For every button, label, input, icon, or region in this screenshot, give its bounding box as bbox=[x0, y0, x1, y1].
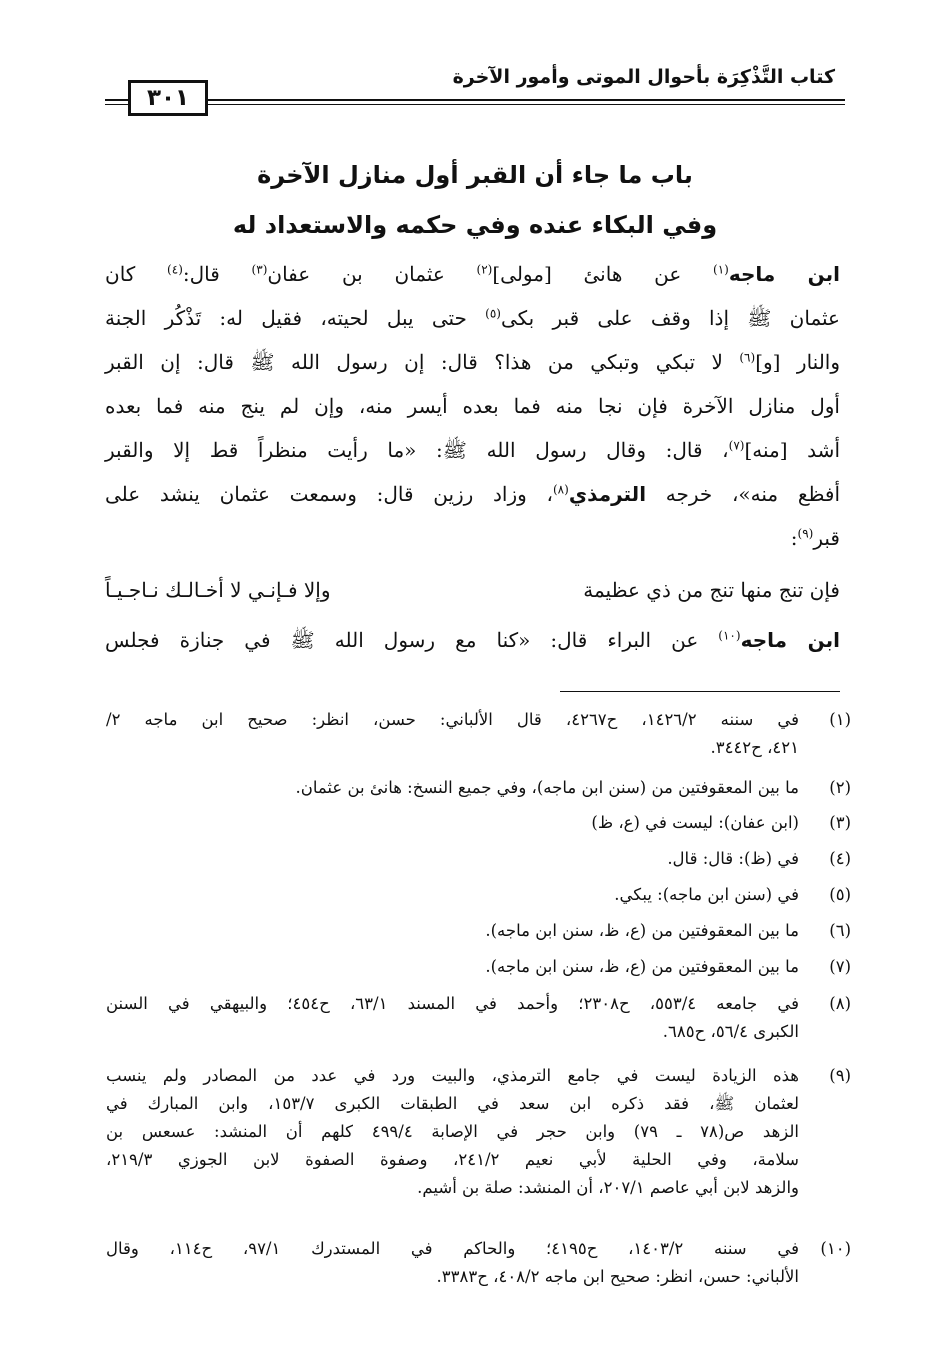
chapter-title-line-1: باب ما جاء أن القبر أول منازل الآخرة bbox=[257, 161, 693, 189]
body-line-5 bbox=[105, 434, 840, 466]
body-line-7 bbox=[105, 522, 840, 554]
chapter-title-line-2: وفي البكاء عنده وفي حكمه والاستعداد له bbox=[232, 211, 718, 239]
footnote-text: في (سنن ابن ماجه): يبكي. bbox=[614, 885, 799, 904]
body-text: أشد [منه] bbox=[744, 438, 840, 462]
footnote-number: (٩) bbox=[829, 1066, 851, 1085]
footnote-ref: (٣) bbox=[251, 262, 268, 277]
source-name: ابن ماجه bbox=[728, 262, 841, 286]
poetry-verse bbox=[105, 574, 840, 606]
header-rule-thin bbox=[105, 104, 845, 105]
footnote-text: ما بين المعقوفتين من (ع، ظ، سنن ابن ماجه). bbox=[485, 957, 799, 976]
body-line-4: أول منازل الآخرة فإن نجا منه فما بعده أيسر منه، وإن لم ينج منه فما بعده bbox=[105, 394, 840, 418]
footnote-number: (٢) bbox=[829, 778, 851, 797]
footnote-text: ما بين المعقوفتين من (سنن ابن ماجه)، وفي جميع النسخ: هانئ بن عثمان. bbox=[295, 778, 799, 797]
source-name: الترمذي bbox=[568, 482, 647, 506]
footnote-1 bbox=[106, 706, 851, 762]
footnote-number: (٤) bbox=[829, 849, 851, 868]
footnote-text: ما بين المعقوفتين من (ع، ظ، سنن ابن ماجه). bbox=[485, 921, 799, 940]
footnote-text: الألباني: حسن، انظر: صحيح ابن ماجه ٤٠٨/٢، ح٣٣٨٣. bbox=[436, 1267, 799, 1286]
footnote-ref: (٩) bbox=[797, 526, 814, 541]
footnote-text: في جامعه ٥٥٣/٤، ح٢٣٠٨؛ وأحمد في المسند ٦٣/١، ح٤٥٤؛ والبيهقي في السنن bbox=[106, 994, 799, 1013]
footnote-9 bbox=[106, 1062, 851, 1202]
footnote-7 bbox=[106, 953, 851, 981]
source-name: ابن ماجه bbox=[740, 628, 841, 652]
footnote-ref: (٤) bbox=[167, 262, 183, 277]
body-line-3 bbox=[105, 346, 840, 378]
footnote-10 bbox=[106, 1235, 851, 1291]
body-line-1 bbox=[105, 258, 840, 290]
body-text: عثمان بن عفان bbox=[267, 262, 477, 286]
footnote-number: (٦) bbox=[829, 921, 851, 940]
footnotes-separator bbox=[560, 691, 840, 692]
footnote-ref: (٢) bbox=[476, 262, 493, 277]
body-line-8 bbox=[105, 624, 840, 656]
body-text: والنار [و] bbox=[755, 350, 841, 374]
footnote-number: (٣) bbox=[829, 813, 851, 832]
footnote-ref: (٧) bbox=[728, 438, 745, 453]
chapter-heading bbox=[105, 150, 845, 250]
footnote-ref: (٨) bbox=[552, 482, 569, 497]
body-text: أفظع منه»، خرجه bbox=[646, 482, 841, 506]
footnote-ref: (٥) bbox=[485, 306, 501, 321]
footnote-text: ٤٢١، ح٣٤٤٢. bbox=[710, 738, 799, 757]
footnote-text: في سننه ١٤٠٣/٢، ح٤١٩٥؛ والحاكم في المستدرك ٩٧/١، ح١١٤، وقال bbox=[106, 1239, 799, 1258]
body-text: عثمان ﷺ إذا وقف على قبر بكى bbox=[500, 306, 840, 330]
body-text: ، قال: وقال رسول الله ﷺ: «ما رأيت منظراً قط إلا والقبر bbox=[105, 438, 729, 462]
footnote-number: (٧) bbox=[829, 957, 851, 976]
footnote-ref: (١٠) bbox=[718, 628, 741, 643]
footnote-6 bbox=[106, 917, 851, 945]
body-text: لا تبكي وتبكي من هذا؟ قال: إن رسول الله ﷺ قال: إن القبر bbox=[105, 350, 740, 374]
footnote-4 bbox=[106, 845, 851, 873]
footnote-2 bbox=[106, 774, 851, 802]
footnote-number: (١٠) bbox=[820, 1239, 851, 1258]
footnote-ref: (١) bbox=[713, 262, 729, 277]
body-text: عن هانئ [مولى] bbox=[492, 262, 714, 286]
body-text: ، وزاد رزين قال: وسمعت عثمان ينشد على bbox=[105, 482, 553, 506]
footnote-text: في سننه ١٤٢٦/٢، ح٤٢٦٧، قال الألباني: حسن، انظر: صحيح ابن ماجه ٢/ bbox=[106, 710, 799, 729]
body-text: قبر bbox=[813, 526, 840, 550]
footnote-8 bbox=[106, 990, 851, 1046]
verse-second-hemistich: وإلا فـإنـي لا أخـالـك نـاجـيـاً bbox=[105, 578, 331, 602]
footnote-number: (٨) bbox=[829, 994, 851, 1013]
footnote-text: سلامة، وفي الحلية لأبي نعيم ٢٤١/٢، وصفوة الصفوة لابن الجوزي ٢١٩/٣، bbox=[106, 1150, 799, 1169]
footnote-3 bbox=[106, 809, 851, 837]
body-line-2 bbox=[105, 302, 840, 334]
body-text: حتى يبل لحيته، فقيل له: تَذْكُر الجنة bbox=[105, 306, 486, 330]
footnote-text: (ابن عفان): ليست في (ع، ظ) bbox=[591, 813, 799, 832]
footnote-ref: (٦) bbox=[739, 350, 756, 365]
footnote-text: هذه الزيادة ليست في جامع الترمذي، والبيت ورد في عدد من المصادر ولم ينسب bbox=[106, 1066, 799, 1085]
body-text: كان bbox=[105, 262, 168, 286]
body-line-6 bbox=[105, 478, 840, 510]
body-text: عن البراء قال: «كنا مع رسول الله ﷺ في جنازة فجلس bbox=[105, 628, 719, 652]
body-text: : bbox=[790, 526, 798, 550]
header-rule bbox=[105, 99, 845, 101]
footnote-text: في (ظ): قال: قال. bbox=[667, 849, 799, 868]
footnote-text: لعثمان ﷺ، فقد ذكره ابن سعد في الطبقات الكبرى ١٥٣/٧، وابن المبارك في bbox=[106, 1094, 799, 1113]
footnote-number: (٥) bbox=[829, 885, 851, 904]
footnote-text: والزهد لابن أبي عاصم ٢٠٧/١، أن المنشد: صلة بن أشيم. bbox=[417, 1178, 799, 1197]
footnote-number: (١) bbox=[829, 710, 851, 729]
footnote-text: الكبرى ٥٦/٤، ح٦٨٥. bbox=[662, 1022, 799, 1041]
body-text: قال: bbox=[182, 262, 252, 286]
page-number: ٣٠١ bbox=[128, 80, 208, 116]
running-title: كتاب التَّذْكِرَة بأحوال الموتى وأمور الآخرة bbox=[452, 66, 835, 88]
footnote-5 bbox=[106, 881, 851, 909]
verse-first-hemistich: فإن تنج منها تنج من ذي عظيمة bbox=[583, 578, 840, 602]
footnote-text: الزهد ص(٧٨ ـ ٧٩) وابن حجر في الإصابة ٤٩٩/٤ كلهم أن المنشد: عسعس بن bbox=[106, 1122, 799, 1141]
